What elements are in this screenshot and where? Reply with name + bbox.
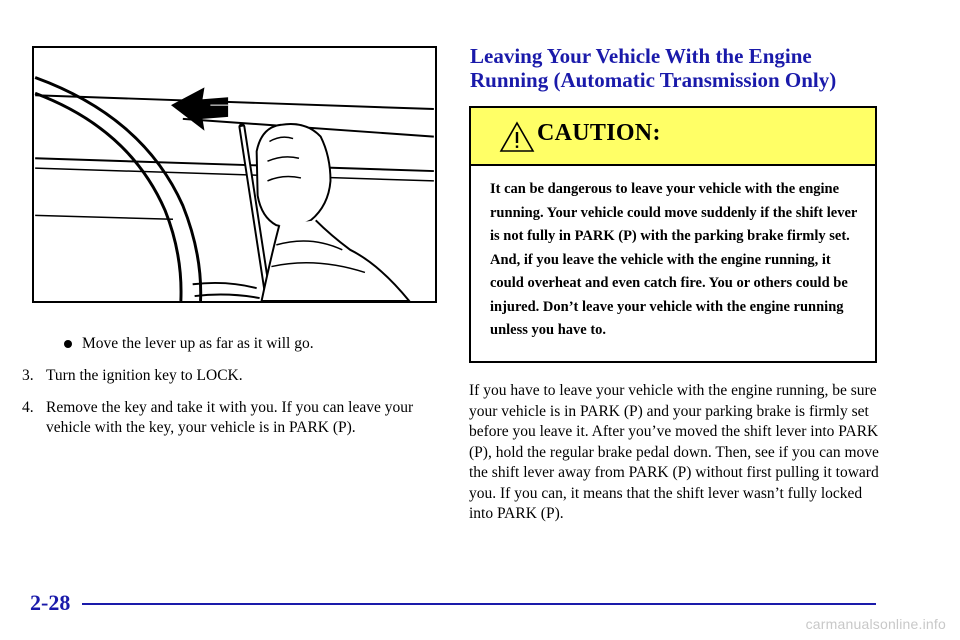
section-title: Leaving Your Vehicle With the Engine Running (Automatic Transmission Only) bbox=[470, 44, 837, 92]
caution-header bbox=[471, 108, 875, 166]
step-number: 4. bbox=[22, 399, 34, 416]
footer-rule bbox=[82, 603, 876, 605]
step-item bbox=[22, 398, 442, 438]
caution-text: It can be dangerous to leave your vehicle with the engine running. Your vehicle could move suddenly if the shift lever is not fully in PARK (P) with the parking brake firmly set. And, if you leave the vehicle with the engine running, it could overheat and even catch fire. You or others could be injured. Don’t leave your vehicle with the engine running unless you have to. bbox=[490, 181, 858, 338]
shift-lever-illustration bbox=[32, 46, 437, 303]
warning-triangle-icon bbox=[499, 121, 535, 153]
step-number: 3. bbox=[22, 367, 34, 384]
caution-box bbox=[469, 106, 877, 363]
bullet-text: Move the lever up as far as it will go. bbox=[82, 335, 314, 352]
step-item bbox=[22, 366, 442, 386]
direction-arrow-icon bbox=[171, 87, 228, 130]
body-paragraph: If you have to leave your vehicle with the engine running, be sure your vehicle is in PARK (P) and your parking brake is firmly set before you leave it. After you’ve moved the shift lever into PARK (P), hold the regular brake pedal down. Then, see if you can move the shift lever away from PARK (P) without first pulling it toward you. If you can, it means that the shift lever wasn’t fully locked into PARK (P). bbox=[469, 382, 879, 522]
watermark: carmanualsonline.info bbox=[805, 616, 946, 632]
step-text: Turn the ignition key to LOCK. bbox=[46, 367, 243, 384]
bullet-item bbox=[22, 334, 442, 354]
hand-on-shift-lever-icon bbox=[34, 48, 435, 301]
step-text: Remove the key and take it with you. If you can leave your vehicle with the key, your vehicle is in PARK (P). bbox=[46, 399, 414, 436]
left-column-text bbox=[22, 334, 442, 450]
page-number: 2-28 bbox=[30, 590, 71, 615]
bullet-dot-icon bbox=[64, 340, 72, 348]
caution-label: CAUTION: bbox=[537, 120, 661, 146]
